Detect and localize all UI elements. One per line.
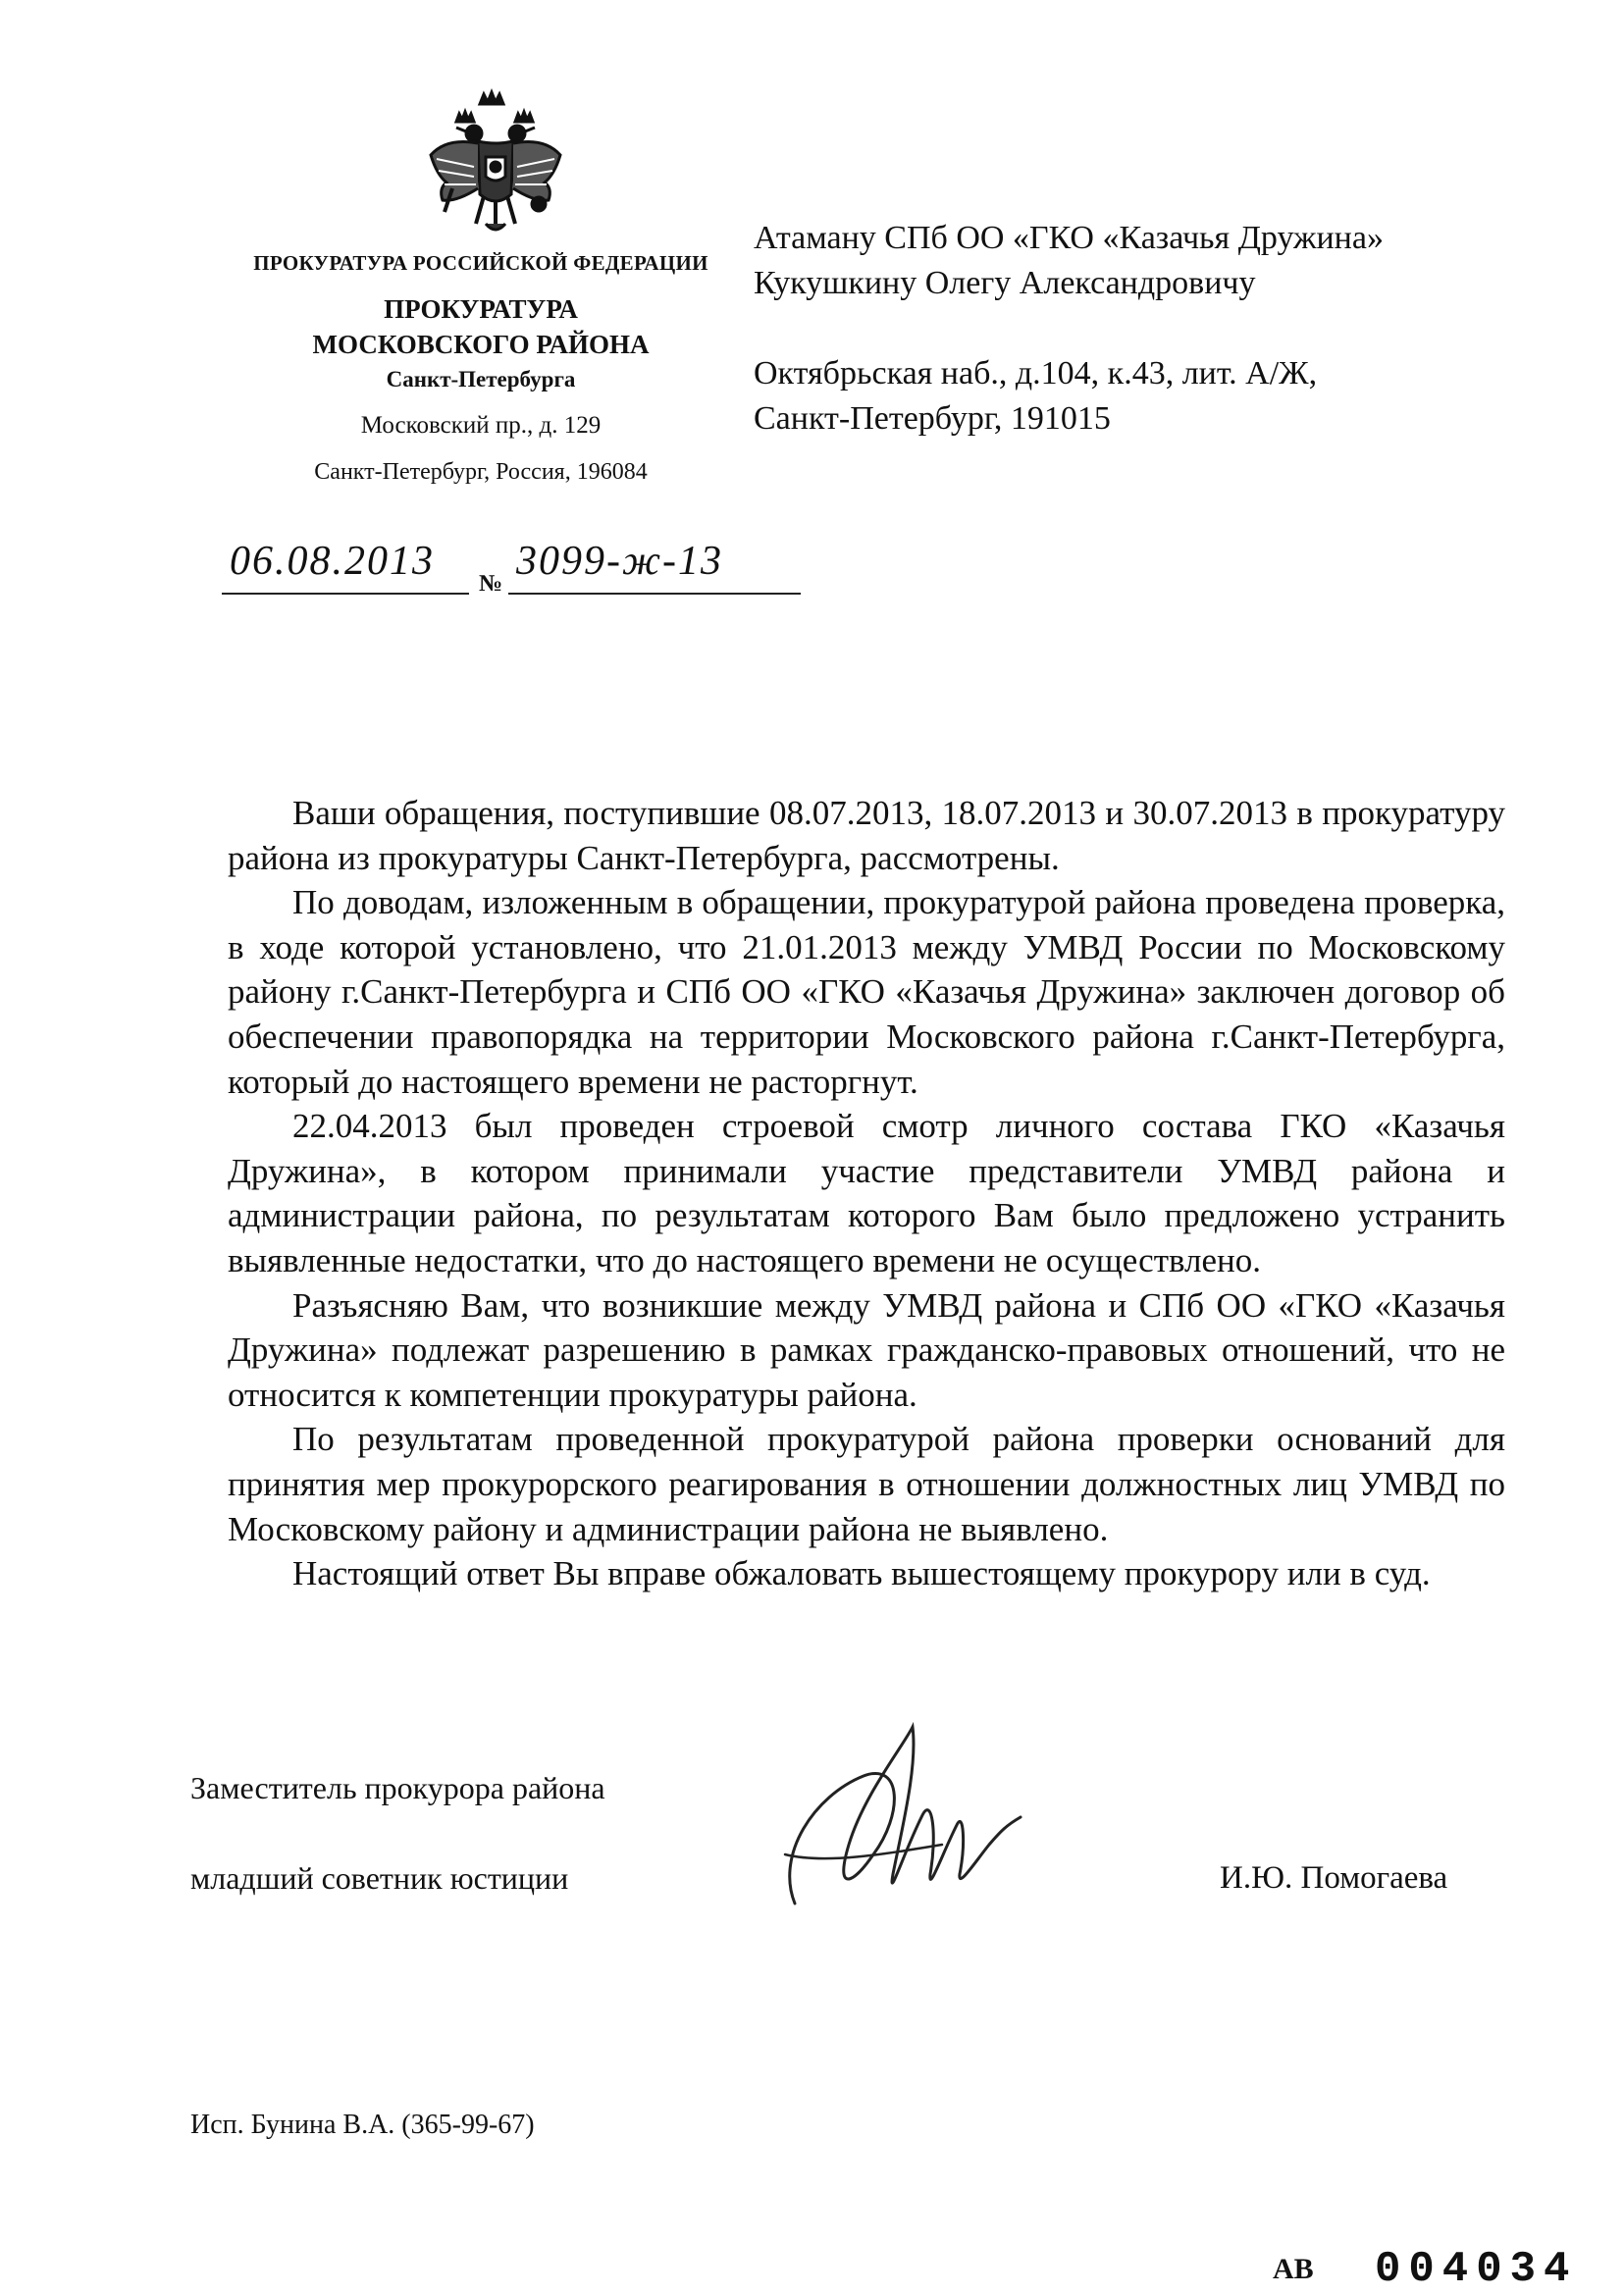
number-underline [508, 593, 801, 595]
letter-body [228, 791, 1505, 1596]
addressee-title: Атаману СПб ОО «ГКО «Казачья Дружина» [754, 220, 1384, 256]
body-paragraph: 22.04.2013 был проведен строевой смотр личного состава ГКО «Казачья Дружина», в котором принимали участие представители УМВД района и администрации района, по результатам которого Вам было предложено устранить выявленные недостатки, что до настоящего времени не осуществлено. [228, 1107, 1505, 1279]
serial-prefix: АВ [1273, 2253, 1314, 2285]
executor-line: Исп. Бунина В.А. (365-99-67) [190, 2110, 535, 2140]
date-underline [222, 593, 469, 595]
registration-number-sign: № [479, 571, 503, 597]
body-paragraph: По доводам, изложенным в обращении, прокуратурой района проведена проверка, в ходе которой установлено, что 21.01.2013 между УМВД России по Московскому району г.Санкт-Петербурга и СПб ОО «ГКО «Казачья Дружина» заключен договор об обеспечении правопорядка на территории Московского района г.Санкт-Петербурга, который до настоящего времени не расторгнут. [228, 883, 1505, 1101]
signatory-name: И.Ю. Помогаева [1220, 1860, 1448, 1896]
body-paragraph: Настоящий ответ Вы вправе обжаловать вышестоящему прокурору или в суд. [292, 1554, 1431, 1593]
serial-number: 004034 [1375, 2245, 1578, 2294]
sender-postal-line: Санкт-Петербург, Россия, 196084 [314, 459, 648, 485]
signatory-rank: младший советник юстиции [190, 1860, 569, 1896]
addressee-city: Санкт-Петербург, 191015 [754, 400, 1111, 437]
registration-date: 06.08.2013 [230, 539, 435, 584]
addressee-street: Октябрьская наб., д.104, к.43, лит. А/Ж, [754, 355, 1318, 391]
coat-of-arms-icon [417, 86, 574, 243]
body-paragraph: Ваши обращения, поступившие 08.07.2013, 18.07.2013 и 30.07.2013 в прокуратуру района из прокуратуры Санкт-Петербурга, рассмотрены. [228, 794, 1505, 877]
body-paragraph: По результатам проведенной прокуратурой района проверки оснований для принятия мер прокурорского реагирования в отношении должностных лиц УМВД по Московскому району и администрации района не выявлено. [228, 1420, 1505, 1548]
addressee-name: Кукушкину Олегу Александровичу [754, 265, 1256, 301]
sender-address-line: Московский пр., д. 129 [360, 412, 602, 439]
body-paragraph: Разъясняю Вам, что возникшие между УМВД района и СПб ОО «ГКО «Казачья Дружина» подлежат разрешению в рамках гражданско-правовых отношений, что не относится к компетенции прокуратуры района. [228, 1285, 1505, 1414]
sender-name-line: ПРОКУРАТУРА [384, 294, 578, 324]
sender-city-line: Санкт-Петербурга [386, 367, 576, 391]
signatory-position: Заместитель прокурора района [190, 1770, 605, 1805]
sender-org-line: ПРОКУРАТУРА РОССИЙСКОЙ ФЕДЕРАЦИИ [253, 251, 708, 275]
handwritten-signature [756, 1707, 1040, 1933]
registration-line [222, 538, 801, 597]
sender-district-line: МОСКОВСКОГО РАЙОНА [312, 330, 650, 359]
registration-number: 3099-ж-13 [516, 539, 724, 584]
